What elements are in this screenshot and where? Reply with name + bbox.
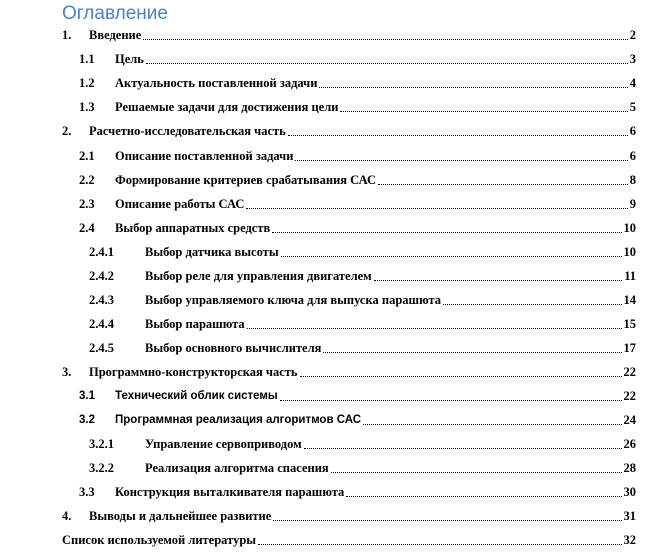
toc-entry-page: 28 [623, 461, 636, 475]
toc-leader [346, 480, 621, 497]
toc-leader [340, 95, 627, 112]
toc-leader [246, 192, 627, 209]
toc-entry-title: Технический облик системы [115, 390, 278, 402]
toc-leader [374, 264, 623, 281]
toc-entry-number: 3.3 [79, 485, 95, 499]
toc-entry-number: 2.4.1 [89, 245, 114, 259]
toc-entry-title: Программная реализация алгоритмов САС [115, 414, 362, 426]
toc-entry-page: 15 [623, 317, 636, 331]
toc-entry-number: 2.3 [79, 197, 95, 211]
toc-entry-page: 6 [629, 149, 636, 163]
toc-leader [323, 336, 621, 353]
toc-entry-title: Решаемые задачи для достижения цели [115, 100, 339, 114]
toc-entry-title: Выбор парашюта [145, 317, 245, 331]
toc-entry-page: 8 [629, 173, 636, 187]
toc-entry[interactable] [0, 220, 666, 236]
toc-entry[interactable] [0, 244, 666, 260]
toc-entry[interactable] [0, 316, 666, 332]
toc-leader [281, 240, 622, 257]
toc-entry[interactable] [0, 436, 666, 452]
toc-entry[interactable] [0, 172, 666, 188]
toc-entry-number: 3.1 [79, 390, 95, 402]
toc-leader [247, 312, 622, 329]
toc-entry-title: Выбор реле для управления двигателем [145, 269, 372, 283]
toc-entry[interactable] [0, 340, 666, 356]
toc-entry-number: 4. [62, 509, 72, 523]
toc-leader [304, 432, 622, 449]
toc-entry-number: 1.2 [79, 76, 95, 90]
toc-entry-title: Выбор основного вычислителя [145, 341, 322, 355]
toc-entry-title: Программно-конструкторская часть [89, 365, 298, 379]
toc-entry[interactable] [0, 460, 666, 476]
toc-entry-page: 5 [629, 100, 636, 114]
toc-entry-number: 2.4.5 [89, 341, 114, 355]
toc-entry-number: 2.4.4 [89, 317, 114, 331]
toc-entry[interactable] [0, 364, 666, 380]
toc-entry-number: 3. [62, 365, 72, 379]
toc-entry-title: Реализация алгоритма спасения [145, 461, 329, 475]
toc-entry-title: Конструкция выталкивателя парашюта [115, 485, 345, 499]
toc-heading: Оглавление [62, 3, 168, 24]
toc-entry-title: Выводы и дальнейшее развитие [89, 509, 272, 523]
toc-entry[interactable] [0, 412, 666, 428]
toc-entry[interactable] [0, 268, 666, 284]
toc-leader [288, 119, 628, 136]
toc-leader [258, 528, 621, 545]
toc-entry-title: Цель [115, 52, 144, 66]
toc-entry-page: 32 [623, 533, 636, 547]
toc-entry-number: 1.3 [79, 100, 95, 114]
toc-entry[interactable] [0, 292, 666, 308]
toc-entry-page: 4 [629, 76, 636, 90]
toc-leader [295, 144, 627, 161]
toc-entry-title: Описание поставленной задачи [115, 149, 294, 163]
toc-entry-page: 31 [623, 509, 636, 523]
toc-entry-page: 22 [623, 389, 636, 403]
toc-leader [331, 456, 622, 473]
toc-entry-page: 14 [623, 293, 636, 307]
toc-leader [443, 288, 621, 305]
toc-entry-title: Выбор датчика высоты [145, 245, 279, 259]
toc-entry[interactable] [0, 532, 666, 548]
toc-entry-number: 3.2.1 [89, 437, 114, 451]
toc-entry-page: 17 [623, 341, 636, 355]
toc-entry-title: Список используемой литературы [62, 533, 257, 547]
toc-entry-number: 3.2.2 [89, 461, 114, 475]
toc-entry-page: 30 [623, 485, 636, 499]
toc-entry[interactable] [0, 27, 666, 43]
toc-entry-title: Выбор аппаратных средств [115, 221, 271, 235]
toc-leader [272, 216, 621, 233]
toc-entry-number: 2.2 [79, 173, 95, 187]
toc-entry-number: 2. [62, 124, 72, 138]
toc-entry-page: 11 [624, 269, 636, 283]
toc-entry-number: 2.4.2 [89, 269, 114, 283]
toc-entry-page: 3 [629, 52, 636, 66]
toc-entry-number: 2.4.3 [89, 293, 114, 307]
toc-entry[interactable] [0, 388, 666, 404]
toc-leader [273, 504, 621, 521]
toc-entry[interactable] [0, 123, 666, 139]
toc-entry[interactable] [0, 508, 666, 524]
toc-entry[interactable] [0, 75, 666, 91]
toc-entry-number: 3.2 [79, 414, 95, 426]
toc-entry[interactable] [0, 196, 666, 212]
toc-entry-title: Выбор управляемого ключа для выпуска парашюта [145, 293, 442, 307]
toc-entry-title: Формирование критериев срабатывания САС [115, 173, 377, 187]
toc-entry-title: Расчетно-исследовательская часть [89, 124, 286, 138]
toc-entry-page: 6 [629, 124, 636, 138]
toc-leader [378, 168, 628, 185]
toc-entry-page: 26 [623, 437, 636, 451]
toc-leader [319, 71, 627, 88]
toc-entry-page: 24 [623, 413, 636, 427]
toc-leader [363, 408, 621, 425]
toc-entry-number: 2.4 [79, 221, 95, 235]
toc-entry-title: Описание работы САС [115, 197, 245, 211]
toc-entry-page: 2 [629, 28, 636, 42]
toc-entry[interactable] [0, 148, 666, 164]
toc-entry[interactable] [0, 99, 666, 115]
toc-entry-page: 22 [623, 365, 636, 379]
toc-entry-page: 10 [623, 221, 636, 235]
toc-entry-title: Введение [89, 28, 142, 42]
toc-entry-number: 2.1 [79, 149, 95, 163]
toc-entry-number: 1. [62, 28, 72, 42]
toc-leader [300, 360, 622, 377]
toc-entry[interactable] [0, 51, 666, 67]
toc-entry-title: Управление сервоприводом [145, 437, 302, 451]
toc-leader [280, 384, 622, 401]
toc-entry-page: 10 [623, 245, 636, 259]
toc-leader [143, 23, 627, 40]
toc-entry[interactable] [0, 484, 666, 500]
toc-entry-title: Актуальность поставленной задачи [115, 76, 318, 90]
toc-leader [146, 47, 628, 64]
toc-entry-page: 9 [629, 197, 636, 211]
toc-entry-number: 1.1 [79, 52, 95, 66]
